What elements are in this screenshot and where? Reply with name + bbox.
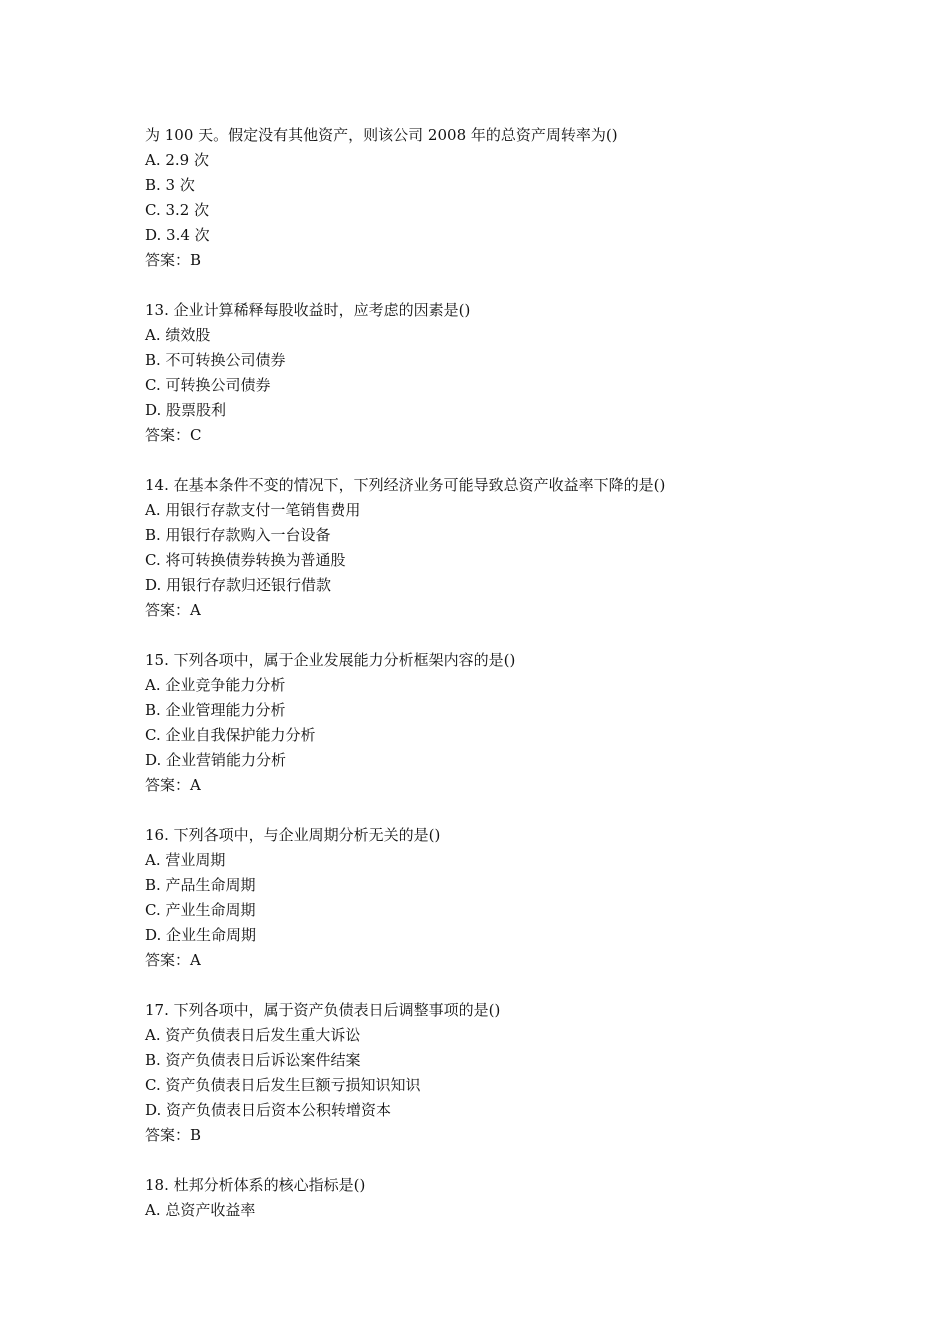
option-d: D. 3.4 次 — [145, 226, 210, 244]
question-18 — [145, 1173, 865, 1223]
option-b: B. 产品生命周期 — [145, 876, 256, 894]
question-text: 15. 下列各项中，属于企业发展能力分析框架内容的是() — [145, 651, 516, 669]
option-d: D. 资产负债表日后资本公积转增资本 — [145, 1101, 392, 1119]
answer: 答案：A — [145, 601, 201, 619]
question-text: 为 100 天。假定没有其他资产，则该公司 2008 年的总资产周转率为() — [145, 126, 618, 144]
option-c: C. 产业生命周期 — [145, 901, 256, 919]
option-a: A. 2.9 次 — [145, 151, 209, 169]
question-text: 16. 下列各项中，与企业周期分析无关的是() — [145, 826, 441, 844]
option-b: B. 不可转换公司债券 — [145, 351, 286, 369]
answer: 答案：A — [145, 776, 201, 794]
option-a: A. 绩效股 — [145, 326, 211, 344]
answer: 答案：C — [145, 426, 202, 444]
spacer — [145, 448, 865, 473]
option-d: D. 企业营销能力分析 — [145, 751, 287, 769]
option-c: C. 3.2 次 — [145, 201, 210, 219]
option-b: B. 3 次 — [145, 176, 195, 194]
question-13 — [145, 298, 865, 448]
question-intro — [145, 123, 865, 273]
document-page — [145, 123, 865, 1223]
option-d: D. 企业生命周期 — [145, 926, 257, 944]
spacer — [145, 1148, 865, 1173]
option-a: A. 用银行存款支付一笔销售费用 — [145, 501, 361, 519]
question-16 — [145, 823, 865, 973]
option-c: C. 资产负债表日后发生巨额亏损知识知识 — [145, 1076, 421, 1094]
option-a: A. 资产负债表日后发生重大诉讼 — [145, 1026, 361, 1044]
answer: 答案：A — [145, 951, 201, 969]
option-d: D. 股票股利 — [145, 401, 227, 419]
option-a: A. 总资产收益率 — [145, 1201, 256, 1219]
option-a: A. 营业周期 — [145, 851, 226, 869]
question-15 — [145, 648, 865, 798]
question-17 — [145, 998, 865, 1148]
answer: 答案：B — [145, 1126, 202, 1144]
answer: 答案：B — [145, 251, 202, 269]
option-c: C. 可转换公司债券 — [145, 376, 271, 394]
option-b: B. 资产负债表日后诉讼案件结案 — [145, 1051, 361, 1069]
option-a: A. 企业竞争能力分析 — [145, 676, 286, 694]
option-c: C. 将可转换债券转换为普通股 — [145, 551, 346, 569]
spacer — [145, 273, 865, 298]
option-d: D. 用银行存款归还银行借款 — [145, 576, 332, 594]
question-text: 18. 杜邦分析体系的核心指标是() — [145, 1176, 366, 1194]
question-14 — [145, 473, 865, 623]
option-b: B. 用银行存款购入一台设备 — [145, 526, 331, 544]
spacer — [145, 973, 865, 998]
spacer — [145, 798, 865, 823]
question-text: 14. 在基本条件不变的情况下，下列经济业务可能导致总资产收益率下降的是() — [145, 476, 666, 494]
question-text: 13. 企业计算稀释每股收益时，应考虑的因素是() — [145, 301, 471, 319]
question-text: 17. 下列各项中，属于资产负债表日后调整事项的是() — [145, 1001, 501, 1019]
option-c: C. 企业自我保护能力分析 — [145, 726, 316, 744]
spacer — [145, 623, 865, 648]
option-b: B. 企业管理能力分析 — [145, 701, 286, 719]
